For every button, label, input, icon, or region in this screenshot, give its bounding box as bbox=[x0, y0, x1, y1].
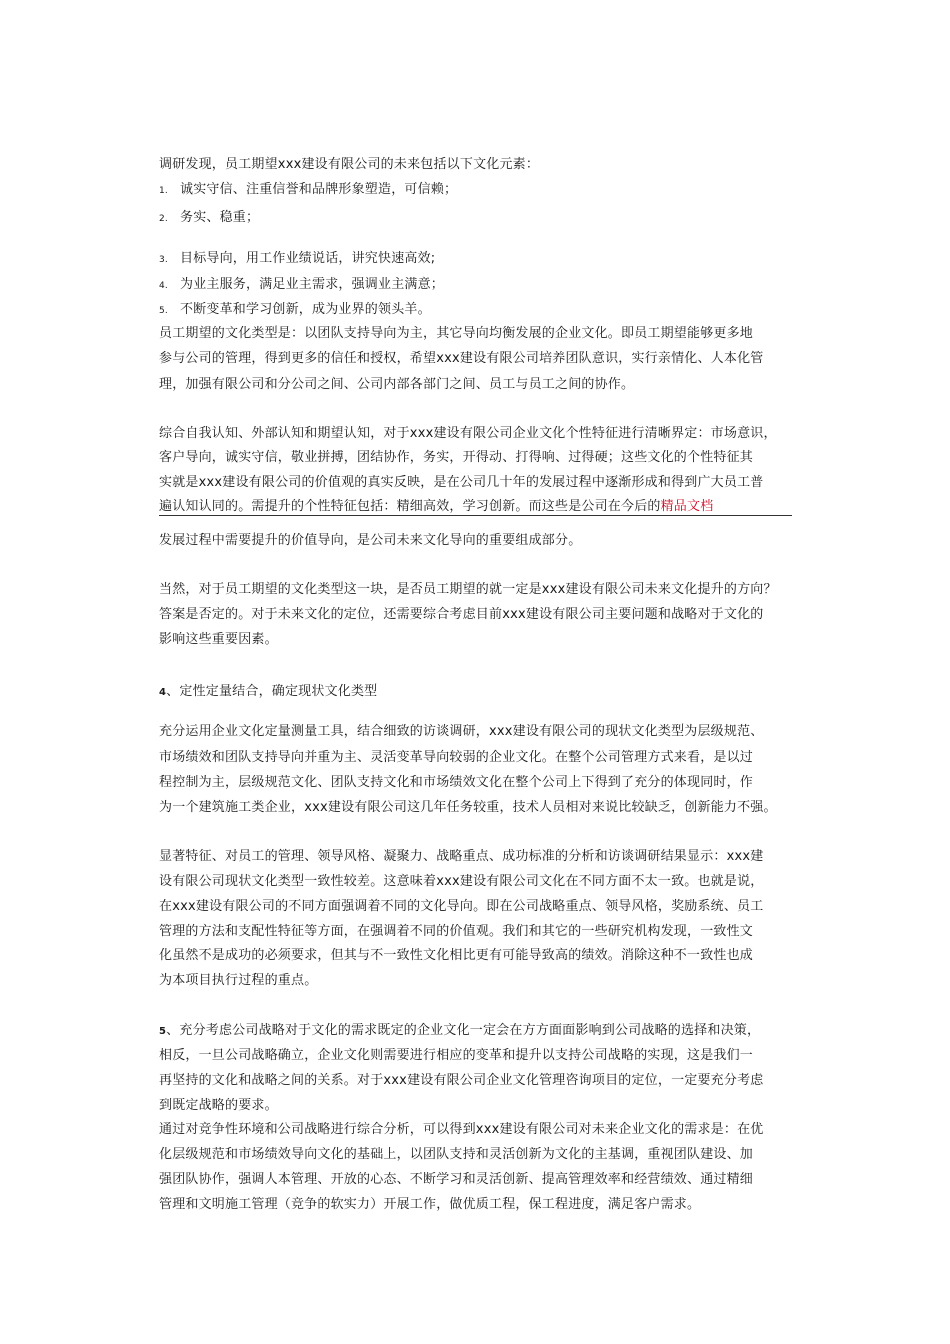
paragraph-line: 发展过程中需要提升的价值导向，是公司未来文化导向的重要组成部分。 bbox=[159, 533, 582, 548]
paragraph-line: 充分运用企业文化定量测量工具，结合细致的访谈调研，xxx建设有限公司的现状文化类型为层级规范、 bbox=[159, 724, 764, 739]
section-heading-4: 4、定性定量结合，确定现状文化类型 bbox=[159, 684, 378, 699]
paragraph-line: 综合自我认知、外部认知和期望认知，对于xxx建设有限公司企业文化个性特征进行清晰界定：市场意识， bbox=[159, 426, 777, 441]
list-item: 3. 目标导向，用工作业绩说话，讲究快速高效; bbox=[159, 251, 436, 266]
paragraph-line: 强团队协作，强调人本管理、开放的心态、不断学习和灵活创新、提高管理效率和经营绩效、通过精细 bbox=[159, 1172, 754, 1187]
list-item: 5. 不断变革和学习创新，成为业界的领头羊。 bbox=[159, 302, 431, 317]
paragraph-line: 在xxx建设有限公司的不同方面强调着不同的文化导向。即在公司战略重点、领导风格，奖励系统、员工 bbox=[159, 899, 764, 914]
intro-line: 调研发现，员工期望xxx建设有限公司的未来包括以下文化元素： bbox=[159, 157, 540, 172]
paragraph-line: 遍认知认同的。需提升的个性特征包括：精细高效，学习创新。而这些是公司在今后的精品文档 bbox=[159, 499, 714, 514]
list-item: 2. 务实、稳重； bbox=[159, 210, 260, 225]
paragraph-line: 影响这些重要因素。 bbox=[159, 632, 278, 647]
paragraph-line: 化虽然不是成功的必须要求，但其与不一致性文化相比更有可能导致高的绩效。消除这种不一致性也成 bbox=[159, 948, 754, 963]
paragraph-line: 设有限公司现状文化类型一致性较差。这意味着xxx建设有限公司文化在不同方面不太一致。也就是说， bbox=[159, 874, 764, 889]
watermark-text: 精品文档 bbox=[660, 499, 714, 514]
paragraph-line: 员工期望的文化类型是：以团队支持导向为主，其它导向均衡发展的企业文化。即员工期望能够更多地 bbox=[159, 326, 754, 341]
paragraph-line: 为一个建筑施工类企业，xxx建设有限公司这几年任务较重，技术人员相对来说比较缺乏，创新能力不强。 bbox=[159, 800, 777, 815]
paragraph-line: 答案是否定的。对于未来文化的定位，还需要综合考虑目前xxx建设有限公司主要问题和战略对于文化的 bbox=[159, 607, 764, 622]
paragraph-line: 市场绩效和团队支持导向并重为主、灵活变革导向较弱的企业文化。在整个公司管理方式来看，是以过 bbox=[159, 750, 754, 765]
paragraph-line: 显著特征、对员工的管理、领导风格、凝聚力、战略重点、成功标准的分析和访谈调研结果显示：xxx建 bbox=[159, 849, 764, 864]
page-break-rule bbox=[159, 515, 792, 516]
paragraph-line: 相反，一旦公司战略确立，企业文化则需要进行相应的变革和提升以支持公司战略的实现，这是我们一 bbox=[159, 1048, 754, 1063]
paragraph-line: 通过对竞争性环境和公司战略进行综合分析，可以得到xxx建设有限公司对未来企业文化的需求是：在优 bbox=[159, 1122, 764, 1137]
list-item: 1. 诚实守信、注重信誉和品牌形象塑造，可信赖； bbox=[159, 182, 458, 197]
paragraph-line: 程控制为主，层级规范文化、团队支持文化和市场绩效文化在整个公司上下得到了充分的体现同时，作 bbox=[159, 775, 754, 790]
paragraph-line: 管理和文明施工管理（竞争的软实力）开展工作，做优质工程，保工程进度，满足客户需求。 bbox=[159, 1197, 701, 1212]
paragraph-line: 为本项目执行过程的重点。 bbox=[159, 973, 318, 988]
paragraph-line: 实就是xxx建设有限公司的价值观的真实反映，是在公司几十年的发展过程中逐渐形成和得到广大员工普 bbox=[159, 475, 764, 490]
list-item: 4. 为业主服务，满足业主需求，强调业主满意； bbox=[159, 277, 445, 292]
paragraph-line: 化层级规范和市场绩效导向文化的基础上，以团队支持和灵活创新为文化的主基调，重视团队建设、加 bbox=[159, 1147, 754, 1162]
paragraph-line: 当然，对于员工期望的文化类型这一块，是否员工期望的就一定是xxx建设有限公司未来文化提升的方向？ bbox=[159, 582, 777, 597]
paragraph-line: 理，加强有限公司和分公司之间、公司内部各部门之间、员工与员工之间的协作。 bbox=[159, 377, 635, 392]
section-heading-5: 5、充分考虑公司战略对于文化的需求既定的企业文化一定会在方方面面影响到公司战略的选择和决策， bbox=[159, 1023, 761, 1038]
paragraph-line: 参与公司的管理，得到更多的信任和授权，希望xxx建设有限公司培养团队意识，实行亲情化、人本化管 bbox=[159, 351, 764, 366]
paragraph-line: 再坚持的文化和战略之间的关系。对于xxx建设有限公司企业文化管理咨询项目的定位，一定要充分考虑 bbox=[159, 1073, 764, 1088]
paragraph-line: 管理的方法和支配性特征等方面，在强调着不同的价值观。我们和其它的一些研究机构发现，一致性文 bbox=[159, 924, 754, 939]
paragraph-line: 客户导向，诚实守信，敬业拼搏，团结协作，务实，开得动、打得响、过得硬；这些文化的个性特征其 bbox=[159, 450, 754, 465]
paragraph-line: 到既定战略的要求。 bbox=[159, 1098, 278, 1113]
